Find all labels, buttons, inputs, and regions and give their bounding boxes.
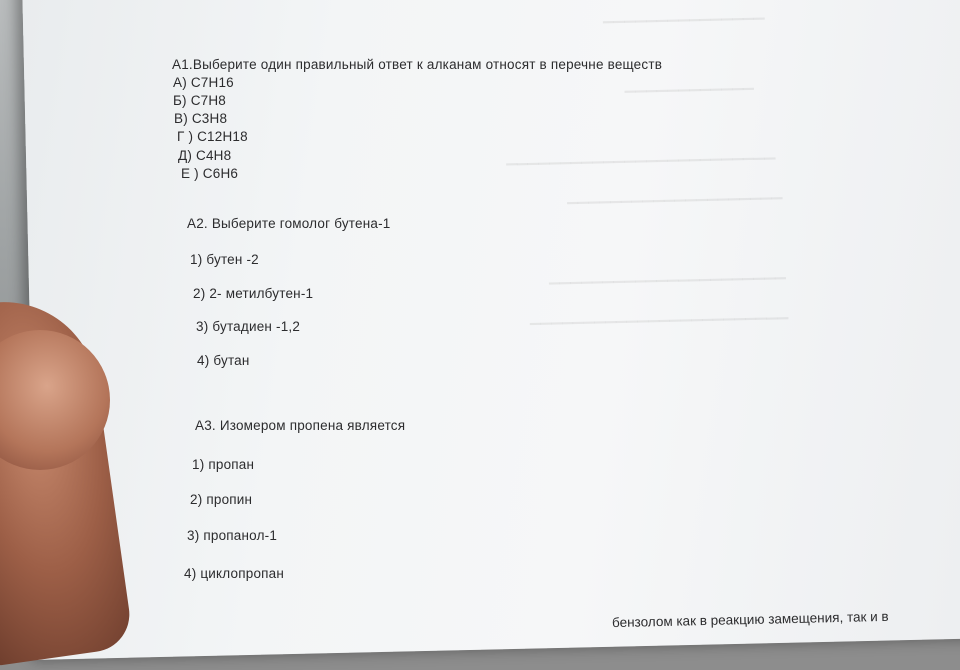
question-a2-option-1: 1) бутен -2 <box>190 252 259 267</box>
question-a2-option-3: 3) бутадиен -1,2 <box>196 319 301 334</box>
question-a1-option-e: Е ) C6H6 <box>181 166 239 181</box>
question-a1-option-g: Г ) C12H18 <box>177 129 248 144</box>
question-a3-option-2: 2) пропин <box>190 492 253 507</box>
question-a1-title: А1.Выберите один правильный ответ к алканам относят в перечне веществ <box>172 57 663 72</box>
question-a3-option-1: 1) пропан <box>192 457 255 472</box>
question-a1-option-b: Б) C7H8 <box>173 93 227 108</box>
question-a1-option-a: А) C7H16 <box>173 75 234 90</box>
footer-partial-text: бензолом как в реакцию замещения, так и в <box>611 608 889 631</box>
question-a1-option-v: В) C3H8 <box>174 111 228 126</box>
question-a2-title: А2. Выберите гомолог бутена-1 <box>187 216 391 231</box>
question-a3-option-4: 4) циклопропан <box>184 566 285 581</box>
paper-sheet: ▁▁▁▁▁▁▁▁▁▁▁▁▁▁▁ ▁▁▁▁▁▁▁▁▁▁▁▁ ▁▁▁▁▁▁▁▁▁▁▁▁▁▁▁▁▁▁▁▁▁▁▁▁▁ ▁▁▁▁▁▁▁▁▁▁▁▁▁▁▁▁▁▁▁▁ ▁▁▁▁▁▁▁▁▁▁▁▁▁▁▁▁▁▁▁▁▁▁ ▁▁▁▁▁▁▁▁▁▁▁▁▁▁▁▁▁▁▁▁▁▁▁▁ <box>22 0 960 660</box>
question-a2-option-4: 4) бутан <box>197 353 250 368</box>
question-a2-option-2: 2) 2- метилбутен-1 <box>193 286 314 301</box>
question-a3-option-3: 3) пропанол-1 <box>187 528 278 543</box>
question-a1-option-d: Д) C4H8 <box>178 148 232 163</box>
question-a3-title: А3. Изомером пропена является <box>195 418 406 433</box>
